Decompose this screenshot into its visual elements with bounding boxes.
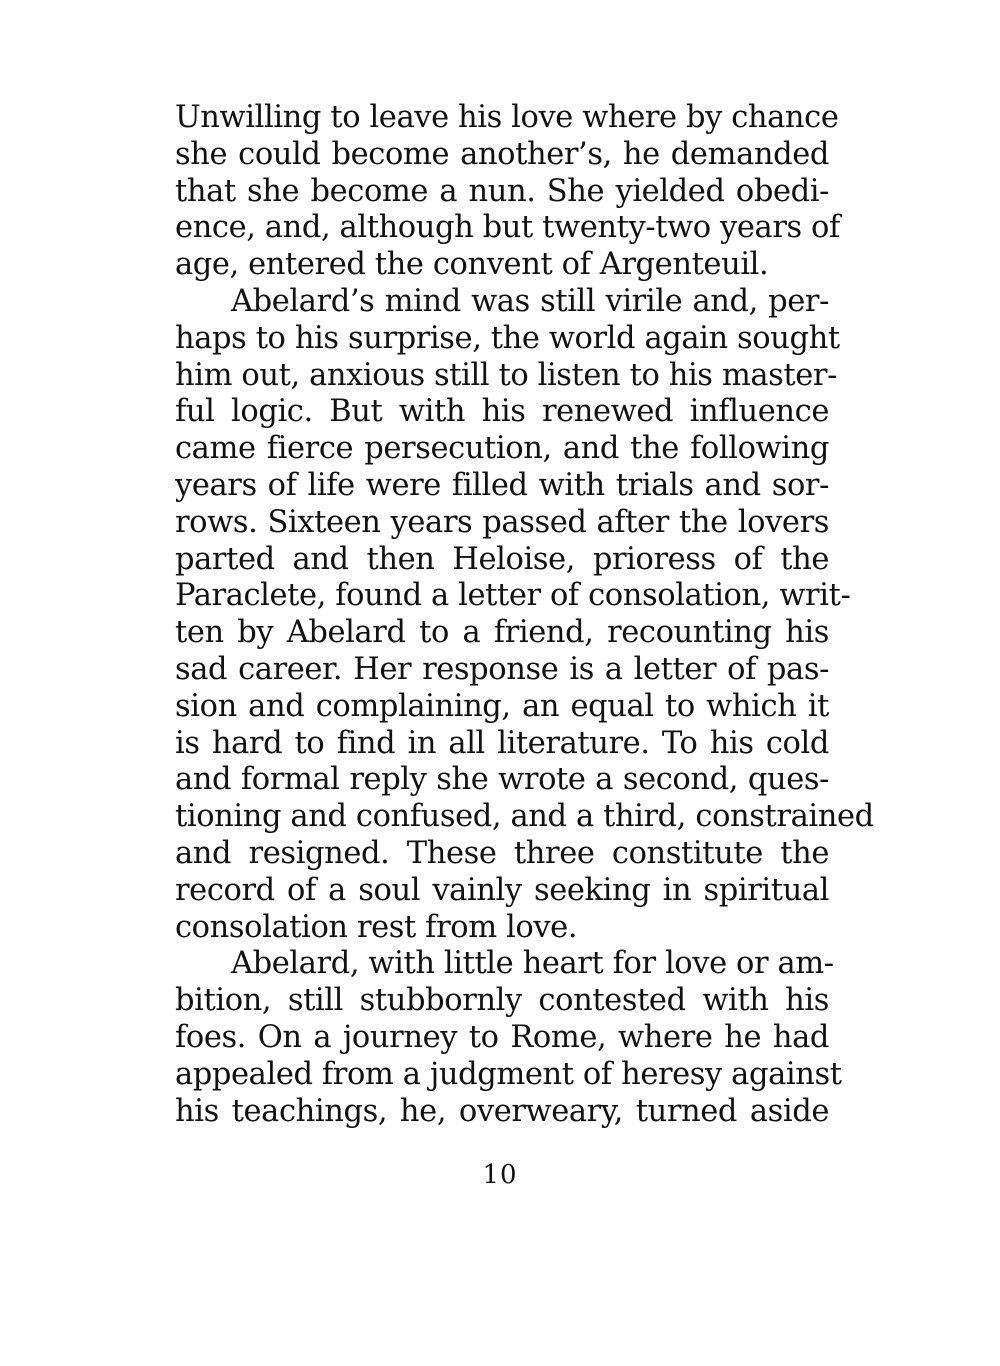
text-line: rows. Sixteen years passed after the lovers xyxy=(175,504,829,540)
text-line: sad career. Her response is a letter of pas- xyxy=(175,651,829,687)
paragraph xyxy=(175,283,874,946)
text-line: parted and then Heloise, prioress of the xyxy=(175,541,829,577)
text-line: ten by Abelard to a friend, recounting his xyxy=(175,615,829,651)
text-line: Abelard’s mind was still virile and, per- xyxy=(231,283,829,319)
text-line: ful logic. But with his renewed influence xyxy=(175,394,829,430)
text-line: came fierce persecution, and the following xyxy=(175,431,829,467)
page-number: 10 xyxy=(482,1160,518,1190)
text-line: Abelard, with little heart for love or am- xyxy=(231,946,834,982)
text-line: Unwilling to leave his love where by chance xyxy=(175,100,839,135)
text-line: she could become another’s, he demanded xyxy=(175,136,829,172)
text-line: and formal reply she wrote a second, ques- xyxy=(175,762,829,798)
text-line: that she become a nun. She yielded obedi- xyxy=(175,173,829,209)
text-line: sion and complaining, an equal to which it xyxy=(175,688,829,724)
text-line: haps to his surprise, the world again sought xyxy=(175,320,840,356)
text-line: is hard to find in all literature. To his cold xyxy=(175,725,829,761)
text-line: appealed from a judgment of heresy against xyxy=(175,1056,842,1092)
text-line: bition, still stubbornly contested with his xyxy=(175,983,829,1019)
text-line: foes. On a journey to Rome, where he had xyxy=(175,1019,829,1055)
paragraph xyxy=(175,946,842,1130)
text-line: Paraclete, found a letter of consolation, writ- xyxy=(175,578,851,614)
paragraph xyxy=(175,100,840,284)
text-line: consolation rest from love. xyxy=(175,909,578,945)
text-line: age, entered the convent of Argenteuil. xyxy=(175,247,769,283)
text-line: record of a soul vainly seeking in spiritual xyxy=(175,872,829,908)
body-text xyxy=(175,100,874,1130)
text-line: and resigned. These three constitute the xyxy=(175,835,829,871)
text-line: tioning and confused, and a third, constrained xyxy=(175,799,874,835)
text-line: years of life were filled with trials and sor- xyxy=(175,467,829,503)
text-line: him out, anxious still to listen to his master- xyxy=(175,357,837,393)
text-line: his teachings, he, overweary, turned aside xyxy=(175,1093,829,1129)
text-line: ence, and, although but twenty-two years of xyxy=(175,210,840,246)
